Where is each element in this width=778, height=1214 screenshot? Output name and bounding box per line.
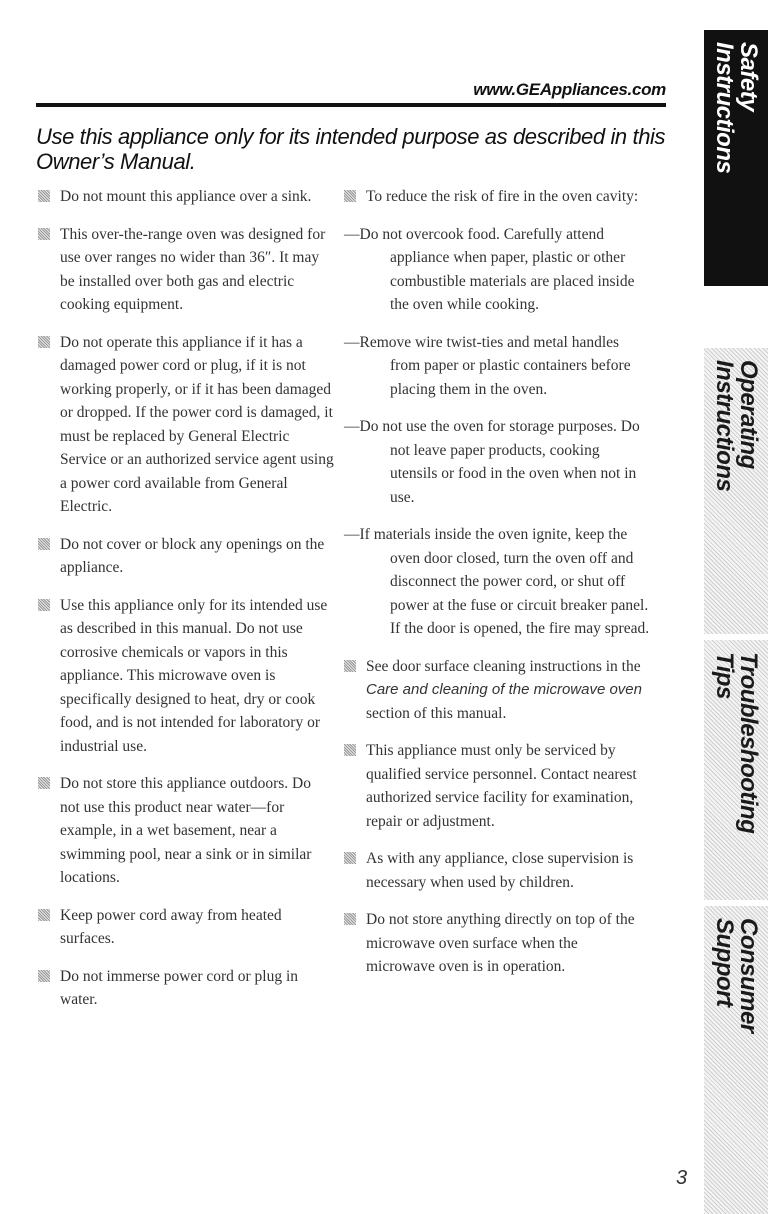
header-rule — [36, 103, 666, 107]
bullet-icon — [38, 190, 50, 202]
safety-item: Do not cover or block any openings on the appliance. — [38, 533, 334, 580]
tab-troubleshooting-tips[interactable]: Troubleshooting Tips — [704, 640, 768, 900]
bullet-icon — [344, 744, 356, 756]
bullet-icon — [344, 190, 356, 202]
fire-risk-subitem: —Remove wire twist-ties and metal handles from paper or plastic containers before placing them in the oven. — [344, 333, 631, 398]
tab-safety-instructions[interactable]: Safety Instructions — [704, 30, 768, 286]
page-headline: Use this appliance only for its intended purpose as described in this Owner’s Manual. — [36, 124, 666, 174]
safety-item: Use this appliance only for its intended use as described in this manual. Do not use corrosive chemicals or vapors in this appliance. This microwave oven is specifically designed to heat, dry or cook food, and is not intended for laboratory or industrial use. — [38, 594, 334, 759]
section-tabs — [704, 30, 768, 1214]
safety-item: This appliance must only be serviced by qualified service personnel. Contact nearest authorized service facility for examination, repair or adjustment. — [344, 739, 650, 833]
tab-consumer-support[interactable]: Consumer Support — [704, 906, 768, 1214]
page-number: 3 — [676, 1167, 688, 1189]
bullet-icon — [38, 777, 50, 789]
safety-item: See door surface cleaning instructions in the Care and cleaning of the microwave oven section of this manual. — [344, 655, 650, 726]
section-reference: Care and cleaning of the microwave oven — [366, 681, 642, 698]
bullet-icon — [344, 660, 356, 672]
fire-risk-subitem: —Do not use the oven for storage purposes. Do not leave paper products, cooking utensils or food in the oven when not in use. — [344, 418, 640, 506]
bullet-icon — [38, 228, 50, 240]
bullet-icon — [38, 336, 50, 348]
website-url: www.GEAppliances.com — [473, 80, 666, 99]
left-column — [38, 185, 334, 1026]
fire-risk-subitem: —Do not overcook food. Carefully attend appliance when paper, plastic or other combustible materials are placed inside the oven while cooking. — [344, 225, 635, 313]
fire-risk-subitem: —If materials inside the oven ignite, keep the oven door closed, turn the oven off and disconnect the power cord, or shut off power at the fuse or circuit breaker panel. If the door is opened, the fire may spread. — [344, 526, 650, 637]
safety-item: As with any appliance, close supervision is necessary when used by children. — [344, 847, 650, 894]
safety-item: Do not store anything directly on top of the microwave oven surface when the microwave oven is in operation. — [344, 908, 650, 979]
tab-operating-instructions[interactable]: Operating Instructions — [704, 348, 768, 634]
bullet-icon — [344, 913, 356, 925]
safety-item: Do not immerse power cord or plug in water. — [38, 965, 334, 1012]
fire-risk-intro: To reduce the risk of fire in the oven cavity: — [344, 185, 650, 209]
safety-item: Do not store this appliance outdoors. Do not use this product near water—for example, in a wet basement, near a swimming pool, near a sink or in similar locations. — [38, 772, 334, 890]
right-column — [344, 185, 650, 993]
bullet-icon — [38, 599, 50, 611]
bullet-icon — [38, 538, 50, 550]
bullet-icon — [344, 852, 356, 864]
safety-item: This over-the-range oven was designed for use over ranges no wider than 36″. It may be installed over both gas and electric cooking equipment. — [38, 223, 334, 317]
bullet-icon — [38, 970, 50, 982]
safety-item: Do not operate this appliance if it has a damaged power cord or plug, if it is not working properly, or if it has been damaged or dropped. If the power cord is damaged, it must be replaced by General Electric Service or an authorized service agent using a power cord available from General Electric. — [38, 331, 334, 519]
safety-item: Do not mount this appliance over a sink. — [38, 185, 334, 209]
safety-item: Keep power cord away from heated surfaces. — [38, 904, 334, 951]
bullet-icon — [38, 909, 50, 921]
